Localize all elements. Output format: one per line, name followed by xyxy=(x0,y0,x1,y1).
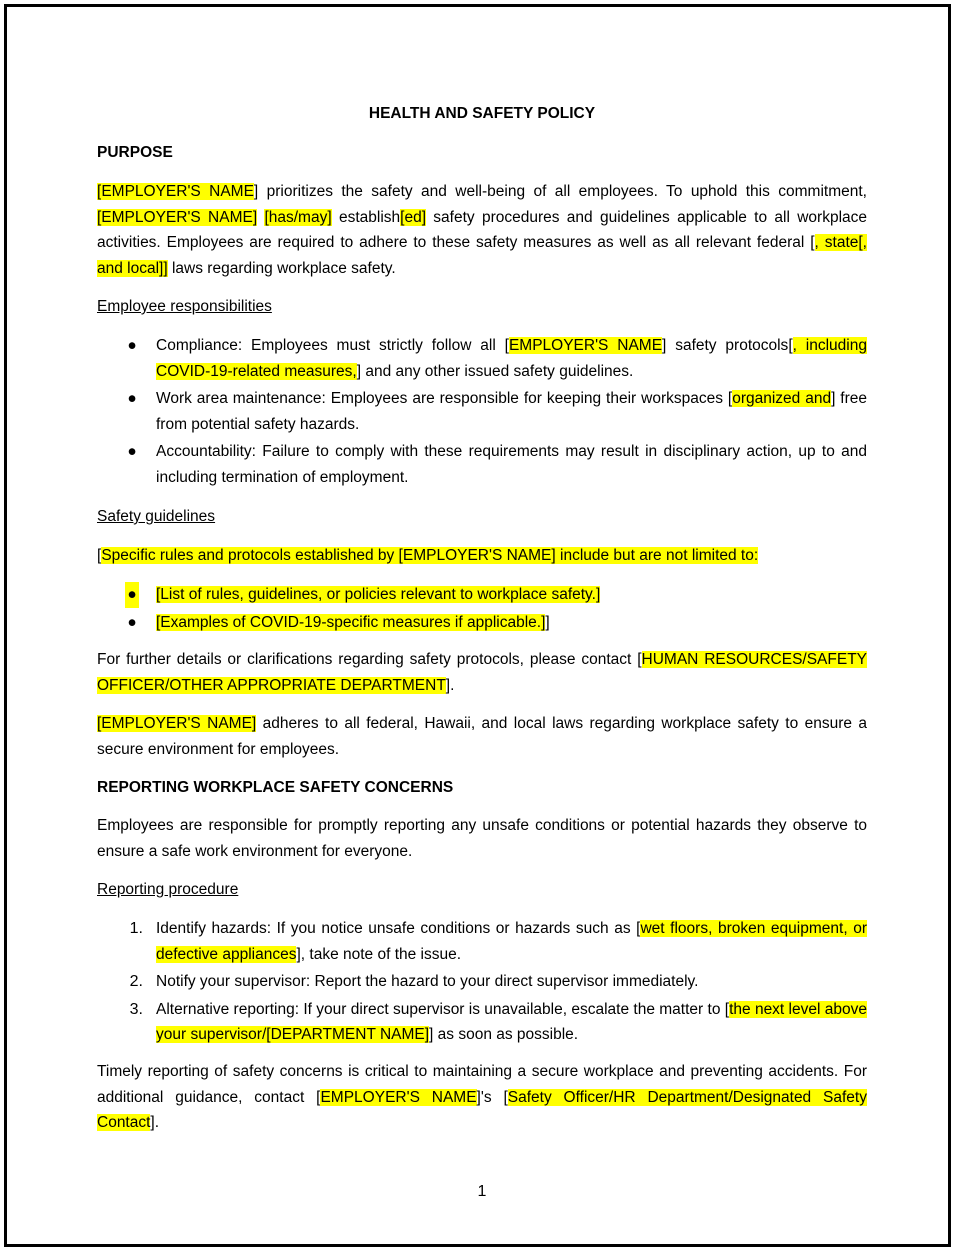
compliance-text-1: Compliance: Employees must strictly follow all xyxy=(156,337,505,354)
purpose-bracket-open-1: [ xyxy=(97,183,102,200)
reporting-steps-list xyxy=(97,916,867,1050)
closing-employer-name: EMPLOYER'S NAME xyxy=(320,1088,477,1106)
guidelines-item-2-tail: ] xyxy=(545,613,550,631)
contact-text-1: For further details or clarifications regarding safety protocols, please contact xyxy=(97,651,638,668)
document-title: HEALTH AND SAFETY POLICY xyxy=(368,105,596,122)
purpose-employer-name-2: [EMPLOYER'S NAME] xyxy=(97,208,258,226)
purpose-state-local: , state[, and local]] xyxy=(97,234,867,277)
purpose-ed: [ed] xyxy=(400,208,426,226)
page-number: 1 xyxy=(477,1183,487,1200)
accountability-text: Accountability: Failure to comply with these requirements may result in disciplinary action, up to and including termination of employment. xyxy=(156,443,867,486)
closing-safety-contact: Safety Officer/HR Department/Designated Safety Contact xyxy=(97,1088,867,1131)
step1-hazards: wet floors, broken equipment, or defective appliances xyxy=(156,920,867,963)
compliance-bracket-open-1: [ xyxy=(504,337,509,354)
step-number: 3. xyxy=(129,1000,143,1018)
bullet-icon: ● xyxy=(127,613,137,631)
closing-text-1: Timely reporting of safety concerns is critical to maintaining a secure workplace and preventing accidents. For additional guidance, contact xyxy=(97,1063,867,1106)
closing-paragraph xyxy=(97,1059,867,1136)
step1-bracket-open: [ xyxy=(636,920,641,937)
guidelines-item-2: [Examples of COVID-19-specific measures if applicable.] xyxy=(156,613,546,631)
contact-text-2: ]. xyxy=(445,676,455,694)
list-item xyxy=(97,439,867,490)
reporting-procedure-heading: Reporting procedure xyxy=(97,881,239,898)
maintenance-text-2: ] free from potential safety hazards. xyxy=(156,390,867,433)
safety-guidelines-list xyxy=(97,582,867,637)
reporting-heading: REPORTING WORKPLACE SAFETY CONCERNS xyxy=(97,779,454,796)
purpose-text-1: ] prioritizes the safety and well-being of all employees. To uphold this commitment, xyxy=(253,183,867,200)
step3-text-2: ] as soon as possible. xyxy=(429,1026,579,1043)
guidelines-item-1: [List of rules, guidelines, or policies relevant to workplace safety.] xyxy=(156,586,601,603)
contact-paragraph xyxy=(97,647,867,698)
compliance-text-2: ] safety protocols xyxy=(662,337,789,354)
purpose-establish: establish xyxy=(331,208,401,226)
step1-text-2: ], take note of the issue. xyxy=(296,945,462,963)
laws-paragraph xyxy=(97,711,867,762)
step-number: 1. xyxy=(129,920,143,937)
laws-text: adheres to all federal, Hawaii, and local laws regarding workplace safety to ensure a secure environment for employees. xyxy=(97,715,867,758)
bullet-icon: ● xyxy=(125,582,139,608)
closing-text-2: ]'s xyxy=(476,1088,504,1106)
laws-employer-name: [EMPLOYER'S NAME] xyxy=(97,715,257,732)
list-item xyxy=(97,997,867,1048)
compliance-covid-measures: , including COVID-19-related measures, xyxy=(156,337,867,380)
employee-responsibilities-heading: Employee responsibilities xyxy=(97,298,272,315)
purpose-text-2: safety procedures and guidelines applicable to all workplace activities. Employees are required to adhere to these safety measures as well as all relevant federal xyxy=(97,208,867,251)
bullet-icon: ● xyxy=(127,443,137,460)
guidelines-intro-text: Specific rules and protocols established by [EMPLOYER'S NAME] include but are not limited to: xyxy=(101,547,759,564)
step3-next-level: the next level above your supervisor/[DEPARTMENT NAME] xyxy=(156,1000,867,1043)
safety-guidelines-intro xyxy=(97,543,867,569)
closing-text-3: ]. xyxy=(150,1114,160,1131)
closing-bracket-open-1: [ xyxy=(316,1088,321,1106)
list-item xyxy=(97,333,867,384)
compliance-employer-name: EMPLOYER'S NAME xyxy=(508,337,663,354)
step-number: 2. xyxy=(129,973,143,990)
list-item xyxy=(97,916,867,967)
purpose-paragraph xyxy=(97,179,867,281)
guidelines-bracket-open: [ xyxy=(97,547,102,564)
purpose-has-may: [has/may] xyxy=(264,208,332,226)
step3-bracket-open: [ xyxy=(724,1000,730,1018)
contact-department: HUMAN RESOURCES/SAFETY OFFICER/OTHER APPROPRIATE DEPARTMENT xyxy=(97,651,868,694)
purpose-text-3: laws regarding workplace safety. xyxy=(167,259,396,277)
employee-responsibilities-list xyxy=(97,333,867,492)
list-item xyxy=(97,582,867,608)
contact-bracket-open: [ xyxy=(637,651,642,668)
reporting-paragraph: Employees are responsible for promptly reporting any unsafe conditions or potential hazards they observe to ensure a safe work environment for everyone. xyxy=(97,817,867,860)
compliance-text-3: ] and any other issued safety guidelines. xyxy=(356,362,634,380)
list-item xyxy=(97,386,867,437)
bullet-icon: ● xyxy=(127,390,137,407)
purpose-heading: PURPOSE xyxy=(97,144,173,161)
purpose-bracket-open-2: [ xyxy=(810,234,815,251)
list-item xyxy=(97,969,867,995)
maintenance-text-1: Work area maintenance: Employees are responsible for keeping their workspaces xyxy=(156,390,728,407)
maintenance-bracket-open: [ xyxy=(727,390,733,407)
maintenance-organized-and: organized and xyxy=(732,390,832,407)
document-page xyxy=(4,4,951,1247)
list-item xyxy=(97,610,867,636)
compliance-bracket-open-2: [ xyxy=(788,337,793,354)
safety-guidelines-heading: Safety guidelines xyxy=(97,508,216,525)
closing-bracket-open-2: [ xyxy=(503,1088,508,1106)
purpose-employer-name-1: EMPLOYER'S NAME xyxy=(101,183,254,200)
bullet-icon: ● xyxy=(127,337,137,354)
step2-text: Notify your supervisor: Report the hazard to your direct supervisor immediately. xyxy=(156,973,699,990)
step1-text-1: Identify hazards: If you notice unsafe conditions or hazards such as xyxy=(156,920,637,937)
step3-text-1: Alternative reporting: If your direct supervisor is unavailable, escalate the matter to xyxy=(156,1000,725,1018)
